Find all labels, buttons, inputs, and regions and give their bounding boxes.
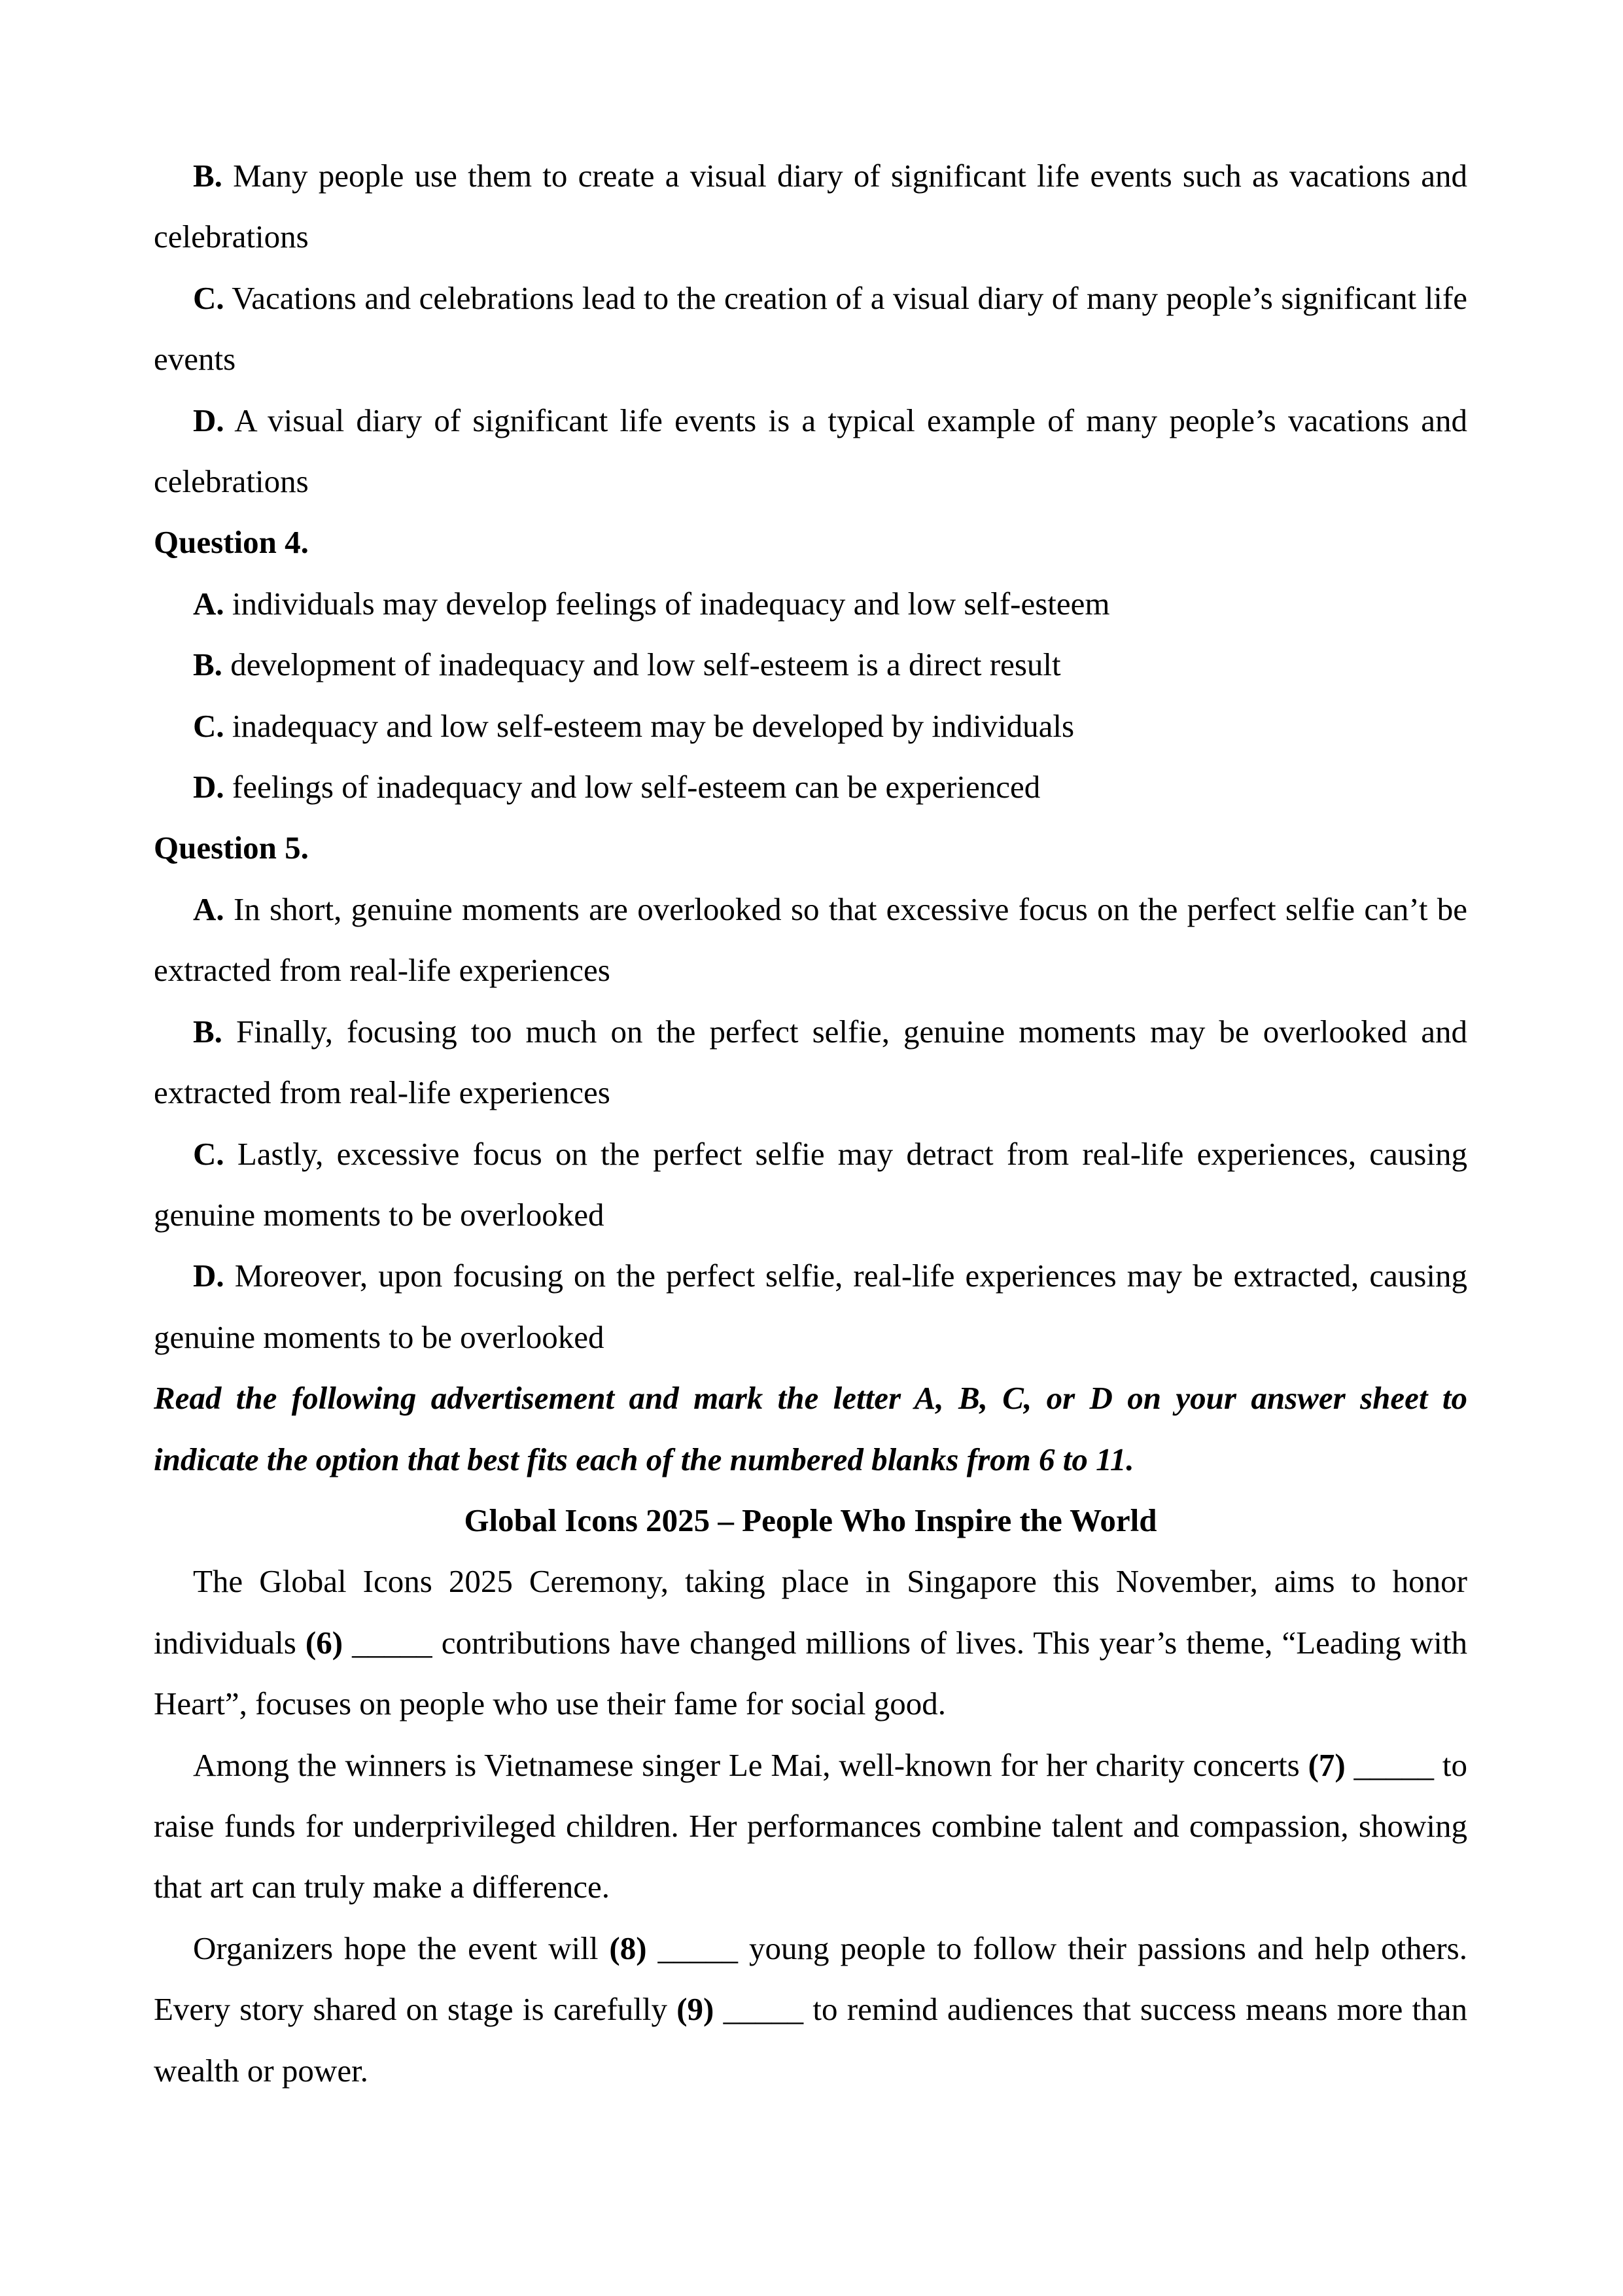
q3-option-d: D. A visual diary of significant life events is a typical example of many people’s vacations and celebrations — [154, 402, 1468, 500]
question-4-label: Question 4. — [154, 524, 309, 561]
q4-option-b: B. development of inadequacy and low self-esteem is a direct result — [193, 646, 1061, 683]
blank-6-label: (6) — [305, 1624, 343, 1661]
q5-option-c: C. Lastly, excessive focus on the perfect selfie may detract from real-life experiences, causing genuine moments to be overlooked — [154, 1135, 1467, 1233]
q3-option-c: C. Vacations and celebrations lead to the creation of a visual diary of many people’s significant life events — [154, 279, 1467, 378]
question-5-label: Question 5. — [154, 830, 309, 866]
passage-paragraph-2: Among the winners is Vietnamese singer Le Mai, well-known for her charity concerts (7) _____ to raise funds for underprivileged children. Her performances combine talent and compassion, showing that art can truly make a difference. — [154, 1746, 1467, 1905]
q4-option-d: D. feelings of inadequacy and low self-esteem can be experienced — [193, 769, 1041, 805]
q4-option-c: C. inadequacy and low self-esteem may be developed by individuals — [193, 707, 1075, 744]
passage-paragraph-3: Organizers hope the event will (8) _____ young people to follow their passions and help others. Every story shared on stage is carefully (9) _____ to remind audiences that success means more than wealth or power. — [154, 1930, 1467, 2089]
blank-9-label: (9) — [676, 1991, 714, 2028]
passage-paragraph-1: The Global Icons 2025 Ceremony, taking place in Singapore this November, aims to honor individuals (6) _____ contributions have changed millions of lives. This year’s theme, “Leading with Heart”, focuses on people who use their fame for social good. — [154, 1563, 1467, 1722]
exam-page — [154, 145, 1467, 2101]
q5-option-a: A. In short, genuine moments are overlooked so that excessive focus on the perfect selfie can’t be extracted from real-life experiences — [154, 891, 1468, 989]
q5-option-b: B. Finally, focusing too much on the perfect selfie, genuine moments may be overlooked and extracted from real-life experiences — [154, 1013, 1467, 1111]
blank-8-label: (8) — [609, 1930, 647, 1966]
blank-7-label: (7) — [1308, 1746, 1346, 1783]
instruction: Read the following advertisement and mark the letter A, B, C, or D on your answer sheet to indicate the option that best fits each of the numbered blanks from 6 to 11. — [154, 1380, 1467, 1477]
q4-option-a: A. individuals may develop feelings of inadequacy and low self-esteem — [193, 585, 1110, 622]
q3-option-b: B. Many people use them to create a visual diary of significant life events such as vacations and celebrations — [154, 158, 1468, 255]
passage-title: Global Icons 2025 – People Who Inspire the World — [464, 1502, 1157, 1538]
q5-option-d: D. Moreover, upon focusing on the perfect selfie, real-life experiences may be extracted, causing genuine moments to be overlooked — [154, 1258, 1467, 1355]
